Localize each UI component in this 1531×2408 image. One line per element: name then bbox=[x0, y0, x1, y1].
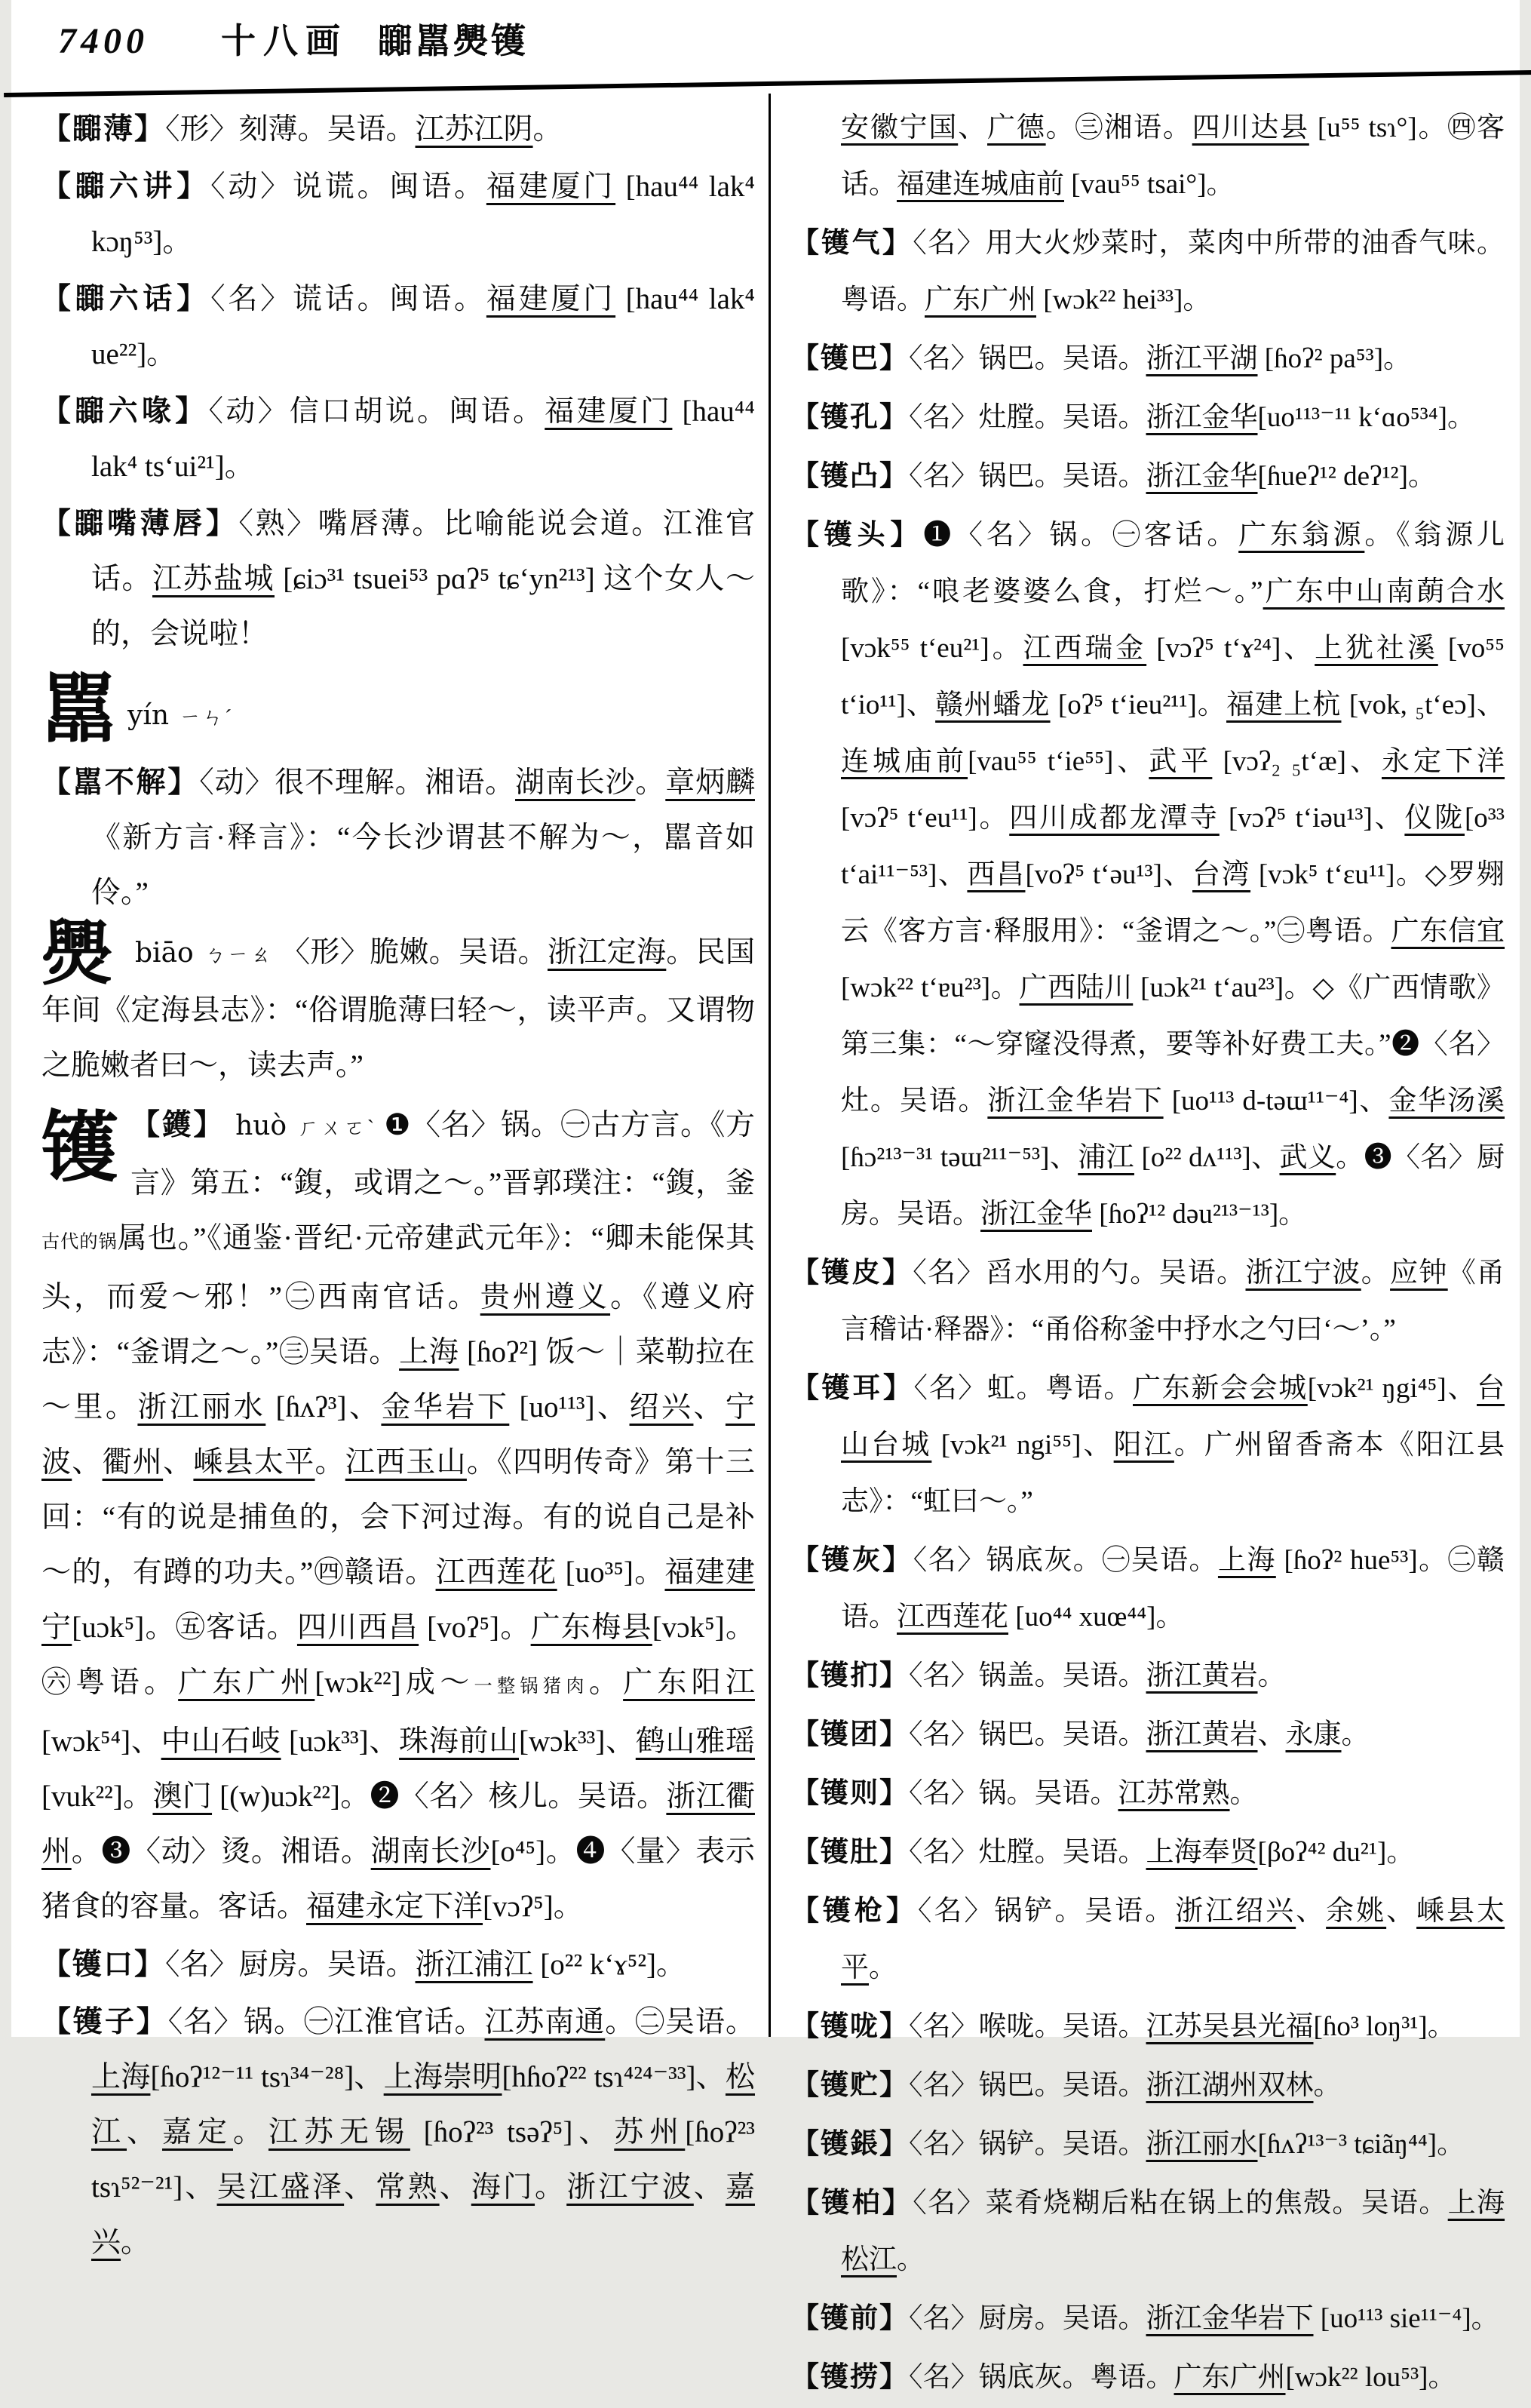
entry-headword: 【镬捞】 bbox=[791, 2362, 909, 2393]
place-name: 广东中山南蓢合水 bbox=[1263, 576, 1505, 607]
entry-body: 〈名〉锅底灰。㊀吴语。上海 [ɦoʔ² hue⁵³]。㊁赣语。江西莲花 [uo⁴⁴ xuœ⁴⁴]。 bbox=[841, 1545, 1505, 1632]
entry-headword: 【镬耳】 bbox=[791, 1373, 914, 1404]
header-rule bbox=[4, 70, 1531, 97]
dict-entry bbox=[791, 448, 1505, 505]
place-name: 上海崇明 bbox=[383, 2061, 502, 2093]
pinyin: biāo bbox=[135, 938, 194, 969]
place-name: 武平 bbox=[1149, 746, 1213, 777]
dict-entry bbox=[791, 1765, 1505, 1822]
entry-body: 〈熟〉嘴唇薄。比喻能说会道。江淮官话。江苏盐城 [ɕiɔ³¹ tsuei⁵³ pɑʔ⁵ tɕʻyn²¹³] 这个女人～的，会说啦！ bbox=[91, 508, 755, 650]
place-name: 上海奉贤 bbox=[1146, 1837, 1258, 1868]
zhuyin: ㄧㄣˊ bbox=[179, 706, 234, 729]
dict-entry bbox=[791, 215, 1505, 328]
entry-headword: 【镬气】 bbox=[791, 228, 913, 259]
place-name: 上海 bbox=[399, 1336, 459, 1368]
place-name: 贵州遵义 bbox=[480, 1281, 611, 1313]
place-name: 西昌 bbox=[967, 859, 1026, 890]
place-name: 浙江定海 bbox=[548, 936, 667, 969]
entry-headword: 【镬鋹】 bbox=[791, 2129, 909, 2160]
place-name: 广东广州 bbox=[925, 284, 1036, 315]
entry-headword: 【镬前】 bbox=[791, 2303, 909, 2334]
entry-body: 〈名〉菜肴烧糊后粘在锅上的焦殻。吴语。上海松江。 bbox=[841, 2188, 1505, 2275]
place-name: 浙江宁波 bbox=[566, 2171, 694, 2204]
place-name: 广东新会会城 bbox=[1133, 1373, 1308, 1404]
entry-headword: 【嚻薄】 bbox=[41, 113, 166, 146]
pinyin: huò bbox=[235, 1110, 287, 1141]
column-divider bbox=[769, 94, 771, 2037]
entry-headword: 【镬肚】 bbox=[791, 1837, 909, 1868]
place-name: 台湾 bbox=[1192, 859, 1251, 890]
entry-body: 〈名〉锅。吴语。江苏常熟。 bbox=[909, 1778, 1258, 1809]
entry-body: 〈名〉锅巴。吴语。浙江黄岩、永康。 bbox=[909, 1719, 1370, 1750]
traditional-form: 【鑊】 bbox=[130, 1109, 226, 1141]
place-name: 江苏南通 bbox=[484, 2006, 606, 2038]
entry-headword: 【镬柏】 bbox=[791, 2188, 913, 2219]
entry-body: 〈名〉锅巴。吴语。浙江平湖 [ɦoʔ² pa⁵³]。 bbox=[909, 343, 1412, 374]
entry-body: 安徽宁国、广德。㊂湘语。四川达县 [u⁵⁵ tsɿ°]。㊃客话。福建连城庙前 [vau⁵⁵ tsai°]。 bbox=[841, 112, 1505, 200]
dict-entry bbox=[791, 330, 1505, 387]
place-name: 湖南长沙 bbox=[370, 1835, 491, 1868]
entry-body: 〈名〉锅巴。吴语。浙江湖州双林。 bbox=[909, 2070, 1342, 2101]
head-character-block bbox=[41, 915, 755, 1093]
head-character-block bbox=[41, 668, 755, 751]
entry-headword: 【嚚不解】 bbox=[41, 766, 200, 799]
head-character: 镬 bbox=[41, 1107, 118, 1192]
place-name: 中山石岐 bbox=[161, 1725, 281, 1758]
place-name: 松江 bbox=[91, 2061, 755, 2148]
place-name: 上海 bbox=[91, 2061, 151, 2093]
stroke-section-label: 十八画 bbox=[221, 22, 348, 60]
entry-headword: 【镬则】 bbox=[791, 1778, 909, 1809]
pinyin: yín bbox=[127, 700, 170, 731]
place-name: 浙江金华岩下 bbox=[987, 1086, 1164, 1116]
entry-headword: 【镬灰】 bbox=[791, 1545, 913, 1576]
place-name: 广东广州 bbox=[1174, 2362, 1286, 2393]
entry-headword: 【镬孔】 bbox=[791, 402, 909, 433]
zhuyin: ㄏㄨㄛˋ bbox=[297, 1116, 376, 1140]
dict-entry bbox=[41, 102, 755, 157]
place-name: 阳江 bbox=[1113, 1430, 1174, 1460]
entry-body: ❶〈名〉锅。㊀客话。广东翁源。《翁源儿歌》：“哴老婆婆么食，打烂～。”广东中山南蓢合水[vɔk⁵⁵ tʻeu²¹]。江西瑞金 [vɔʔ⁵ tʻɤ²⁴]、上犹社溪 [vo⁵⁵ tʻio¹¹]、赣州蟠龙 [oʔ⁵ tʻieu²¹¹]。福建上杭 [vok, ₅tʻeɔ]、连城庙前[vau⁵⁵ tʻie⁵⁵]、武平 [vɔʔ₂ ₅tʻæ]、永定下洋 [vɔʔ⁵ tʻeu¹¹]。四川成都龙潭寺 [vɔʔ⁵ tʻiəu¹³]、仪陇[o³³ tʻai¹¹⁻⁵³]、西昌[voʔ⁵ tʻəu¹³]、台湾 [vɔk⁵ tʻɛu¹¹]。◇罗翙云《客方言·释服用》：“釜谓之～。”㊁粤语。广东信宜 [wɔk²² tʻɐu²³]。广西陆川 [uɔk²¹ tʻau²³]。◇《广西情歌》第三集：“～穿窿没得煮，要等补好费工夫。”❷〈名〉灶。吴语。浙江金华岩下 [uo¹¹³ d-təɯ¹¹⁻⁴]、金华汤溪[ɦɔ²¹³⁻³¹ təɯ²¹¹⁻⁵³]、浦江 [o²² dʌ¹¹³]、武义。❸〈名〉厨房。吴语。浙江金华 [ɦoʔ¹² dəu²¹³⁻¹³]。 bbox=[841, 520, 1505, 1230]
left-column bbox=[41, 100, 755, 2272]
place-name: 仪陇 bbox=[1404, 803, 1465, 834]
place-name: 苏州 bbox=[614, 2116, 686, 2148]
right-column bbox=[791, 100, 1505, 2408]
place-name: 浙江黄岩 bbox=[1146, 1719, 1258, 1750]
place-name: 江西莲花 bbox=[435, 1556, 557, 1589]
place-name: 浙江黄岩 bbox=[1146, 1660, 1258, 1691]
place-name: 常熟 bbox=[376, 2171, 440, 2204]
place-name: 永定下洋 bbox=[1381, 746, 1505, 777]
place-name: 浙江宁波 bbox=[1245, 1258, 1361, 1288]
place-name: 广东广州 bbox=[178, 1666, 315, 1699]
entry-headword: 【嚻六话】 bbox=[41, 283, 211, 315]
dict-entry bbox=[41, 159, 755, 269]
entry-body: 〈名〉用大火炒菜时，菜肉中所带的油香气味。粤语。广东广州 [wɔk²² hei³³]。 bbox=[841, 228, 1505, 315]
place-name: 福建上杭 bbox=[1226, 690, 1342, 720]
place-name: 浙江丽水 bbox=[137, 1391, 266, 1424]
entry-headword: 【镬团】 bbox=[791, 1719, 909, 1750]
entry-body: 〈名〉锅铲。吴语。浙江绍兴、余姚、嵊县太平。 bbox=[841, 1896, 1505, 1983]
place-name: 余姚 bbox=[1326, 1896, 1387, 1927]
entry-body: 〈名〉灶膛。吴语。浙江金华[uo¹¹³⁻¹¹ kʻɑo⁵³⁴]。 bbox=[909, 402, 1475, 433]
entry-headword: 【镬皮】 bbox=[791, 1258, 913, 1288]
entry-body: 〈名〉喉咙。吴语。江苏吴县光福[ɦo³ loŋ³¹]。 bbox=[909, 2011, 1456, 2042]
place-name: 四川西昌 bbox=[296, 1611, 419, 1644]
entry-headword: 【嚻六讲】 bbox=[41, 170, 211, 203]
place-name: 四川达县 bbox=[1192, 112, 1309, 143]
dict-entry bbox=[41, 272, 755, 382]
dict-entry bbox=[791, 1648, 1505, 1704]
place-name: 广东梅县 bbox=[530, 1611, 652, 1644]
place-name: 浙江湖州双林 bbox=[1146, 2070, 1314, 2101]
dict-entry bbox=[791, 1245, 1505, 1358]
entry-headword: 【嚻六喙】 bbox=[41, 395, 209, 428]
entry-headword: 【镬贮】 bbox=[791, 2070, 909, 2101]
entry-headword: 【嚻嘴薄唇】 bbox=[41, 508, 239, 540]
place-name: 福建永定下洋 bbox=[306, 1890, 483, 1923]
zhuyin: ㄅㄧㄠ bbox=[204, 944, 274, 967]
entry-body: 〈形〉脆嫩。吴语。浙江定海。民国年间《定海县志》：“俗谓脆薄曰轻～，读平声。又谓物之脆嫩者曰～，读去声。” bbox=[41, 936, 755, 1082]
entry-headword: 【镬口】 bbox=[41, 1949, 166, 1981]
place-name: 浙江金华岩下 bbox=[1146, 2303, 1314, 2334]
entry-body: 〈动〉说谎。闽语。福建厦门 [hau⁴⁴ lak⁴ kɔŋ⁵³]。 bbox=[91, 170, 755, 258]
place-name: 福建厦门 bbox=[545, 395, 673, 428]
dict-entry bbox=[41, 755, 755, 920]
place-name: 安徽宁国 bbox=[841, 112, 959, 143]
entry-body: 〈形〉刻薄。吴语。江苏江阴。 bbox=[165, 113, 563, 146]
place-name: 四川成都龙潭寺 bbox=[1009, 803, 1220, 834]
head-character-block bbox=[41, 1098, 755, 1934]
dict-entry bbox=[791, 2116, 1505, 2173]
place-name: 广东翁源 bbox=[1238, 520, 1365, 551]
entry-body: 〈名〉虹。粤语。广东新会会城[vɔk²¹ ŋgi⁴⁵]、台山台城 [vɔk²¹ ngi⁵⁵]、阳江。广州留香斋本《阳江县志》：“虹曰～。” bbox=[841, 1373, 1505, 1517]
place-name: 广东阳江 bbox=[623, 1666, 755, 1699]
entry-body: 〈名〉灶膛。吴语。上海奉贤[βoʔ⁴² du²¹]。 bbox=[909, 1837, 1415, 1868]
entry-body: 〈名〉谎话。闽语。福建厦门 [hau⁴⁴ lak⁴ ue²²]。 bbox=[91, 283, 755, 370]
place-name: 广德 bbox=[987, 112, 1046, 143]
place-name: 海门 bbox=[471, 2171, 535, 2204]
place-name: 浙江金华 bbox=[1146, 402, 1258, 433]
place-name: 广东信宜 bbox=[1391, 916, 1505, 947]
place-name: 绍兴 bbox=[629, 1391, 694, 1424]
place-name: 浙江金华 bbox=[980, 1199, 1092, 1230]
dict-entry bbox=[41, 384, 755, 494]
dict-entry bbox=[791, 1824, 1505, 1881]
entry-body: 〈名〉舀水用的勺。吴语。浙江宁波。应钟《甬言稽诂·释器》：“甬俗称釜中抒水之勺曰‘～’。” bbox=[841, 1258, 1505, 1345]
place-name: 福建建宁 bbox=[41, 1556, 756, 1644]
place-name: 永康 bbox=[1285, 1719, 1342, 1750]
entry-headword: 【镬枪】 bbox=[791, 1896, 918, 1927]
inline-gloss: 古代的锅 bbox=[41, 1232, 118, 1252]
place-name: 浙江丽水 bbox=[1146, 2129, 1258, 2160]
place-name: 武义 bbox=[1279, 1142, 1336, 1173]
head-character: 爂 bbox=[41, 915, 113, 994]
place-name: 连城庙前 bbox=[841, 746, 968, 777]
place-name: 嵊县太平 bbox=[841, 1896, 1505, 1983]
dictionary-page bbox=[11, 0, 1520, 2393]
place-name: 上海 bbox=[1217, 1545, 1276, 1576]
place-name: 嘉定 bbox=[162, 2116, 233, 2148]
entry-headword: 【镬头】 bbox=[791, 520, 924, 551]
head-character: 嚚 bbox=[41, 668, 117, 751]
entry-body: 〈动〉信口胡说。闽语。福建厦门 [hau⁴⁴ lak⁴ tsʻui²¹]。 bbox=[91, 395, 755, 483]
dict-entry bbox=[791, 2290, 1505, 2347]
entry-body: 〈动〉很不理解。湘语。湖南长沙。章炳麟《新方言·释言》：“今长沙谓甚不解为～，嚚音如伶。” bbox=[91, 766, 755, 909]
place-name: 福建连城庙前 bbox=[897, 169, 1064, 200]
entry-body: 〈名〉厨房。吴语。浙江金华岩下 [uo¹¹³ sie¹¹⁻⁴]。 bbox=[909, 2303, 1499, 2334]
dict-entry bbox=[791, 2349, 1505, 2406]
dict-entry bbox=[41, 1995, 755, 2270]
place-name: 鹤山雅瑶 bbox=[635, 1725, 755, 1758]
entry-body: 〈名〉锅巴。吴语。浙江金华[ɦueʔ¹² deʔ¹²]。 bbox=[909, 461, 1436, 492]
place-name: 珠海前山 bbox=[399, 1725, 519, 1758]
place-name: 浦江 bbox=[1078, 1142, 1134, 1173]
entry-body: 〈名〉锅铲。吴语。浙江丽水[ɦʌʔ¹³⁻³ tɕiãŋ⁴⁴]。 bbox=[909, 2129, 1465, 2160]
entry-body: 〈名〉锅。㊀江淮官话。江苏南通。㊁吴语。上海[ɦoʔ¹²⁻¹¹ tsɿ³⁴⁻²⁸]、上海崇明[hɦoʔ²² tsɿ⁴²⁴⁻³³]、松江、嘉定。江苏无锡 [ɦoʔ²³ tsəʔ⁵]、苏州[ɦoʔ²³ tsɿ⁵²⁻²¹]、吴江盛泽、常熟、海门。浙江宁波、嘉兴。 bbox=[91, 2006, 755, 2259]
place-name: 应钟 bbox=[1390, 1258, 1448, 1288]
place-name: 金华汤溪 bbox=[1388, 1086, 1505, 1116]
entry-headword: 【镬咙】 bbox=[791, 2011, 909, 2042]
place-name: 浙江金华 bbox=[1146, 461, 1258, 492]
dict-entry bbox=[791, 1532, 1505, 1645]
place-name: 江苏无锡 bbox=[268, 2116, 410, 2148]
place-name: 广西陆川 bbox=[1019, 972, 1134, 1003]
entry-headword: 【镬子】 bbox=[41, 2006, 168, 2038]
place-name: 章炳麟 bbox=[665, 766, 755, 799]
entry-body: 〈名〉锅底灰。粤语。广东广州[wɔk²² lou⁵³]。 bbox=[909, 2362, 1456, 2393]
place-name: 浙江绍兴 bbox=[1175, 1896, 1296, 1927]
section-head-characters: 嚻嚚爂镬 bbox=[378, 22, 529, 60]
dict-entry bbox=[791, 1706, 1505, 1763]
page-header bbox=[58, 14, 529, 63]
place-name: 江苏盐城 bbox=[152, 563, 275, 595]
dict-entry bbox=[791, 507, 1505, 1242]
dict-entry bbox=[791, 2057, 1505, 2114]
place-name: 江苏吴县光福 bbox=[1146, 2011, 1314, 2042]
entry-headword: 【镬凸】 bbox=[791, 461, 909, 492]
place-name: 衢州 bbox=[102, 1446, 164, 1479]
place-name: 赣州蟠龙 bbox=[935, 690, 1051, 720]
place-name: 吴江盛泽 bbox=[216, 2171, 345, 2204]
place-name: 台山台城 bbox=[841, 1373, 1505, 1460]
dict-entry bbox=[791, 1883, 1505, 1996]
dict-entry bbox=[791, 1998, 1505, 2055]
place-name: 澳门 bbox=[152, 1780, 213, 1813]
entry-headword: 【镬巴】 bbox=[791, 343, 909, 374]
place-name: 福建厦门 bbox=[486, 170, 616, 203]
place-name: 浙江衢州 bbox=[41, 1780, 755, 1868]
entry-continuation bbox=[791, 100, 1505, 213]
place-name: 上海松江 bbox=[841, 2188, 1505, 2275]
page-number: 7400 bbox=[58, 21, 149, 61]
place-name: 金华岩下 bbox=[381, 1391, 510, 1424]
dict-entry bbox=[791, 2175, 1505, 2288]
place-name: 福建厦门 bbox=[486, 283, 616, 315]
place-name: 浙江浦江 bbox=[415, 1949, 533, 1981]
entry-body: 〈名〉锅盖。吴语。浙江黄岩。 bbox=[909, 1660, 1286, 1691]
place-name: 江西莲花 bbox=[897, 1602, 1008, 1632]
place-name: 江苏常熟 bbox=[1118, 1778, 1230, 1809]
dict-entry bbox=[791, 389, 1505, 446]
dict-entry bbox=[41, 496, 755, 662]
place-name: 浙江平湖 bbox=[1146, 343, 1258, 374]
entry-headword: 【镬扪】 bbox=[791, 1660, 909, 1691]
entry-body: 〈名〉厨房。吴语。浙江浦江 [o²² kʻɤ⁵²]。 bbox=[165, 1949, 686, 1981]
place-name: 上犹社溪 bbox=[1315, 633, 1438, 664]
dict-entry bbox=[791, 1360, 1505, 1530]
place-name: 嘉兴 bbox=[91, 2171, 755, 2259]
place-name: 江西玉山 bbox=[345, 1446, 467, 1479]
inline-gloss: 一整锅猪肉 bbox=[474, 1676, 589, 1697]
dict-entry bbox=[41, 1937, 755, 1992]
place-name: 江苏江阴 bbox=[415, 113, 533, 146]
entry-body: ❶〈名〉锅。㊀古方言。《方言》第五：“鍑，或谓之～。”晋郭璞注：“鍑，釜古代的锅属也。”《通鉴·晋纪·元帝建武元年》：“卿未能保其头，而爱～邪！”㊁西南官话。贵州遵义。《遵义府志》：“釜谓之～。”㊂吴语。上海 [ɦoʔ²] 饭～｜菜勒拉在～里。浙江丽水 [ɦʌʔ³]、金华岩下 [uo¹¹³]、绍兴、宁波、衢州、嵊县太平。江西玉山。《四明传奇》第十三回：“有的说是捕鱼的，会下河过海。有的说自己是补～的，有蹲的功夫。”㊃赣语。江西莲花 [uo³⁵]。福建建宁[uɔk⁵]。㊄客话。四川西昌 [voʔ⁵]。广东梅县[vɔk⁵]。㊅粤语。广东广州[wɔk²²]成～一整锅猪肉。广东阳江 [wɔk⁵⁴]、中山石岐 [uɔk³³]、珠海前山[wɔk³³]、鹤山雅瑶[vuk²²]。澳门 [(w)uɔk²²]。❷〈名〉核儿。吴语。浙江衢州。❸〈动〉烫。湘语。湖南长沙[o⁴⁵]。❹〈量〉表示猪食的容量。客话。福建永定下洋[vɔʔ⁵]。 bbox=[41, 1109, 756, 1923]
place-name: 宁波 bbox=[41, 1391, 755, 1479]
place-name: 湖南长沙 bbox=[515, 766, 636, 799]
place-name: 江西瑞金 bbox=[1023, 633, 1147, 664]
place-name: 嵊县太平 bbox=[193, 1446, 315, 1479]
